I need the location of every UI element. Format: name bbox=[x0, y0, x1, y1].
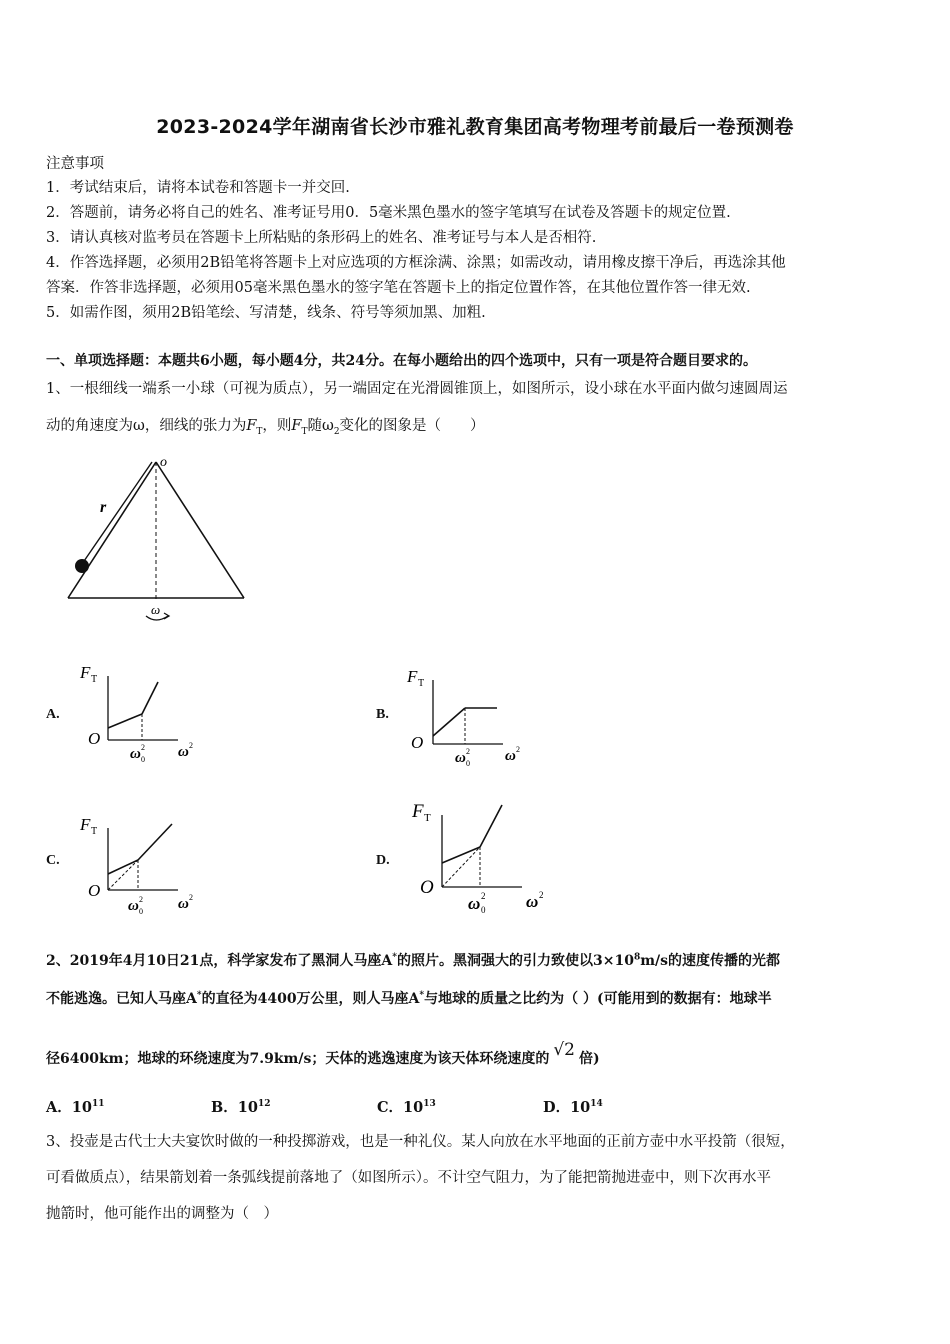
q2-option-c[interactable] bbox=[377, 1096, 436, 1117]
q1-text-b: ，则 bbox=[262, 418, 292, 434]
graph-tick-sup: 2 bbox=[141, 743, 145, 752]
graph-x-label: ω bbox=[178, 896, 189, 912]
notice-item: 4．作答选择题，必须用2B铅笔将答题卡上对应选项的方框涂满、涂黑；如需改动，请用橡皮擦干净后，再选涂其他 bbox=[46, 255, 786, 271]
cone-figure bbox=[60, 450, 260, 630]
graph-origin: O bbox=[88, 729, 101, 748]
graph-x-sup: 2 bbox=[516, 745, 520, 754]
q2-option-b-exp: 12 bbox=[257, 1099, 271, 1110]
q1-ft-symbol-2: F bbox=[291, 418, 302, 434]
q2-option-d-exp: 14 bbox=[590, 1099, 603, 1110]
graph-tick-sub: 0 bbox=[139, 907, 143, 916]
option-c-label[interactable]: C. bbox=[46, 853, 60, 868]
q2-star-2: * bbox=[196, 990, 202, 1001]
graph-x-label: ω bbox=[526, 892, 539, 911]
q2-option-b-label: B．10 bbox=[211, 1099, 258, 1116]
q2-text-line1 bbox=[46, 950, 780, 970]
q2-text-line3 bbox=[46, 1040, 600, 1068]
q2-option-d[interactable] bbox=[543, 1096, 603, 1117]
q1-ft-sub-2: T bbox=[301, 426, 308, 437]
notice-heading: 注意事项 bbox=[46, 156, 104, 172]
graph-tick: ω bbox=[128, 898, 139, 914]
notice-item: 5．如需作图，须用2B铅笔绘、写清楚，线条、符号等须加黑、加粗. bbox=[46, 305, 486, 321]
omega-label: ω bbox=[151, 602, 161, 617]
graph-x-sup: 2 bbox=[189, 893, 193, 902]
q2-option-d-label: D．10 bbox=[543, 1099, 591, 1116]
q2-option-b[interactable] bbox=[211, 1096, 270, 1117]
q1-text-c: 随ω bbox=[307, 418, 334, 434]
graph-tick-sub: 0 bbox=[466, 759, 470, 768]
graph-tick-sub: 0 bbox=[481, 905, 486, 915]
graph-tick: ω bbox=[455, 750, 466, 766]
graph-tick-sup: 2 bbox=[466, 747, 470, 756]
rope-label: r bbox=[100, 499, 107, 516]
graph-origin: O bbox=[411, 733, 424, 752]
q1-text-line1: 1、一根细线一端系一小球（可视为质点），另一端固定在光滑圆锥顶上，如图所示，设小球在水平面内做匀速圆周运 bbox=[46, 381, 788, 397]
graph-tick-sup: 2 bbox=[481, 891, 486, 901]
graph-y-label: F bbox=[80, 815, 91, 834]
graph-y-sub: T bbox=[418, 678, 425, 689]
graph-tick-sub: 0 bbox=[141, 755, 145, 764]
q2-star: * bbox=[392, 952, 397, 963]
q2-text-d: 不能逃逸。已知人马座A bbox=[46, 991, 197, 1007]
ball bbox=[75, 559, 89, 573]
q1-text-line2 bbox=[46, 414, 485, 437]
q1-ft-sub: T bbox=[256, 426, 263, 437]
q3-text-line2: 可看做质点），结果箭划着一条弧线提前落地了（如图所示）。不计空气阻力，为了能把箭抛进壶中，则下次再水平 bbox=[46, 1170, 771, 1186]
graph-x-label: ω bbox=[505, 748, 516, 764]
notice-item: 2．答题前，请务必将自己的姓名、准考证号用0．5毫米黑色墨水的签字笔填写在试卷及答题卡的规定位置. bbox=[46, 205, 731, 221]
q2-text-line2 bbox=[46, 988, 772, 1008]
apex-label: o bbox=[160, 455, 167, 470]
q2-text-a: 2、2019年4月10日21点，科学家发布了黑洞人马座A bbox=[46, 953, 393, 969]
graph-x-label: ω bbox=[178, 744, 189, 760]
q2-text-e: 的直径为4400万公里，则人马座A bbox=[201, 991, 420, 1007]
sqrt2-symbol: √2 bbox=[553, 1040, 575, 1060]
graph-y-sub: T bbox=[91, 826, 98, 837]
q3-text-line3: 抛箭时，他可能作出的调整为（ ） bbox=[46, 1206, 278, 1222]
q2-option-a-exp: 11 bbox=[91, 1099, 105, 1110]
notice-item: 1．考试结束后，请将本试卷和答题卡一并交回. bbox=[46, 180, 350, 196]
option-c-graph[interactable] bbox=[78, 810, 208, 920]
q1-text-d: 变化的图象是（ ） bbox=[339, 418, 485, 434]
graph-y-label: F bbox=[80, 663, 91, 682]
section-heading: 一、单项选择题：本题共6小题，每小题4分，共24分。在每小题给出的四个选项中，只有一项是符合题目要求的。 bbox=[46, 353, 757, 369]
q1-omega-sub: 2 bbox=[333, 426, 340, 437]
q2-option-c-exp: 13 bbox=[423, 1099, 436, 1110]
q2-text-c: m/s的速度传播的光都 bbox=[640, 953, 781, 969]
q2-option-a-label: A．10 bbox=[46, 1099, 92, 1116]
q2-option-c-label: C．10 bbox=[377, 1099, 424, 1116]
option-d-graph[interactable] bbox=[410, 795, 560, 920]
notice-item: 3．请认真核对监考员在答题卡上所粘贴的条形码上的姓名、准考证号与本人是否相符. bbox=[46, 230, 597, 246]
q2-text-b: 的照片。黑洞强大的引力致使以3×10 bbox=[397, 953, 634, 969]
graph-x-sup: 2 bbox=[189, 741, 193, 750]
q3-text-line1: 3、投壶是古代士大夫宴饮时做的一种投掷游戏，也是一种礼仪。某人向放在水平地面的正前方壶中水平投箭（很短， bbox=[46, 1134, 795, 1150]
graph-tick: ω bbox=[130, 746, 141, 762]
graph-y-label: F bbox=[412, 801, 424, 822]
graph-origin: O bbox=[420, 877, 434, 898]
option-a-graph[interactable] bbox=[78, 658, 208, 768]
notice-item: 答案．作答非选择题，必须用05毫米黑色墨水的签字笔在答题卡上的指定位置作答，在其他位置作答一律无效. bbox=[46, 280, 751, 296]
graph-y-sub: T bbox=[424, 812, 431, 824]
graph-y-label: F bbox=[407, 667, 418, 686]
graph-tick-sup: 2 bbox=[139, 895, 143, 904]
option-d-label[interactable]: D. bbox=[376, 853, 390, 868]
q2-exp: 8 bbox=[633, 952, 641, 963]
graph-y-sub: T bbox=[91, 674, 98, 685]
q2-option-a[interactable] bbox=[46, 1096, 104, 1117]
option-b-label[interactable]: B. bbox=[376, 707, 389, 722]
q2-text-h: 倍) bbox=[579, 1051, 600, 1067]
q1-text-a: 动的角速度为ω，细线的张力为 bbox=[46, 418, 247, 434]
graph-x-sup: 2 bbox=[539, 890, 544, 900]
option-b-graph[interactable] bbox=[405, 662, 535, 772]
q1-ft-symbol: F bbox=[246, 418, 257, 434]
q2-star-3: * bbox=[419, 990, 425, 1001]
graph-tick: ω bbox=[468, 894, 481, 913]
option-a-label[interactable]: A. bbox=[46, 707, 60, 722]
q2-text-g: 径6400km；地球的环绕速度为7.9km/s；天体的逃逸速度为该天体环绕速度的 bbox=[46, 1051, 550, 1067]
page-title: 2023-2024学年湖南省长沙市雅礼教育集团高考物理考前最后一卷预测卷 bbox=[156, 116, 794, 138]
q2-text-f: 与地球的质量之比约为（ ）(可能用到的数据有：地球半 bbox=[424, 991, 772, 1007]
graph-origin: O bbox=[88, 881, 101, 900]
